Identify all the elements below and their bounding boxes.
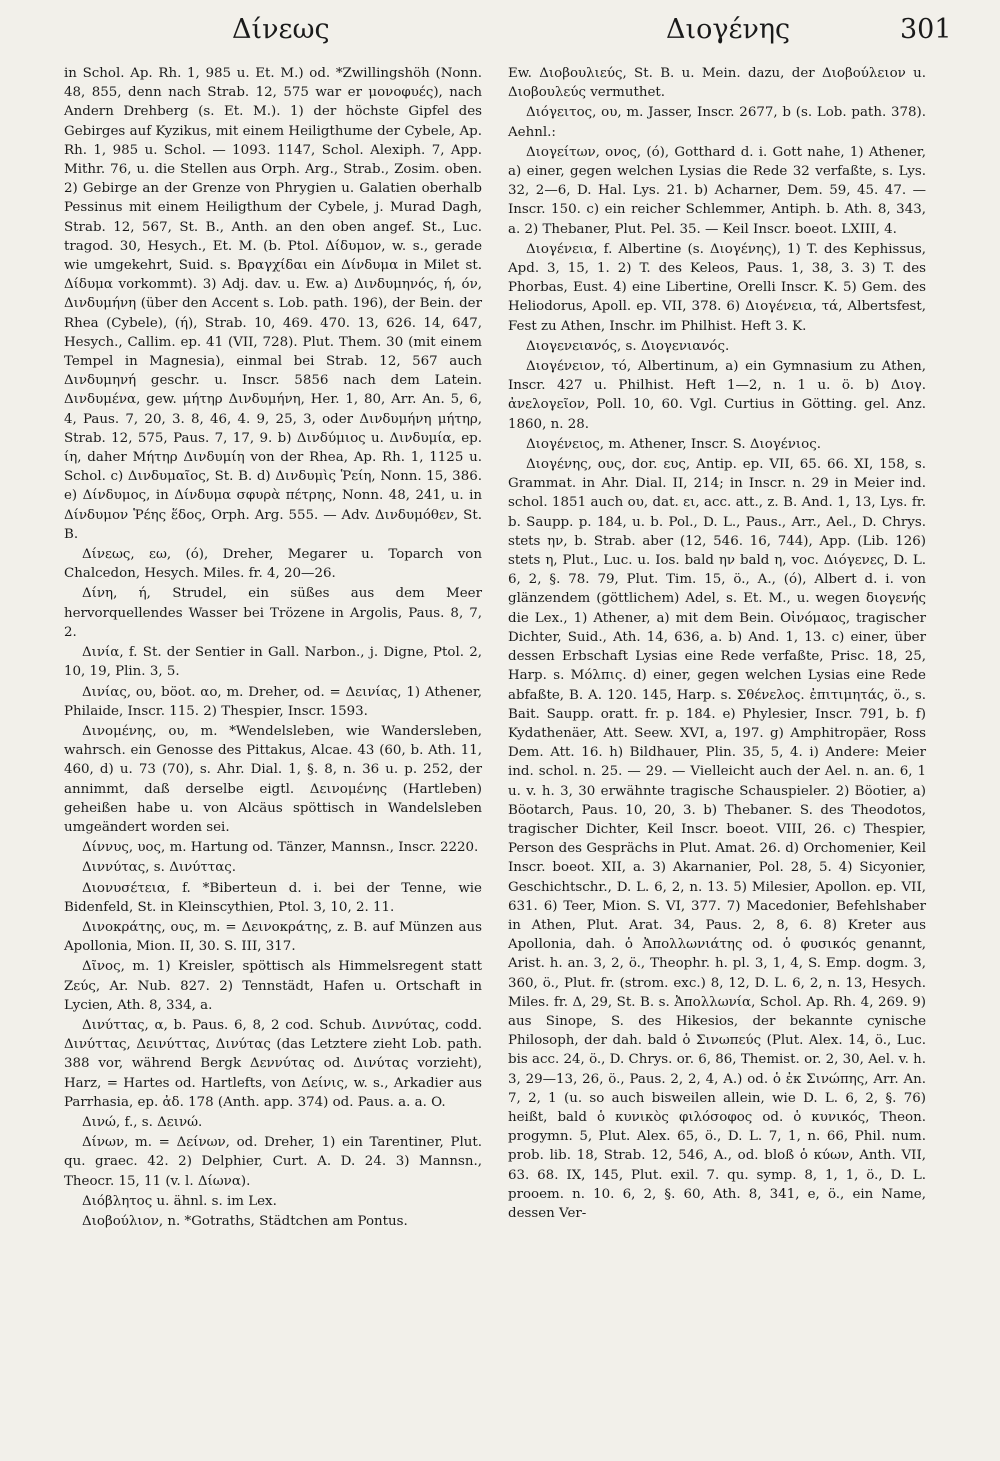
entry: Δίννυς, υος, m. Hartung od. Tänzer, Mannsn., Inscr. 2220.	[82, 840, 479, 856]
entry: Δίνεως, εω, (ό), Dreher, Megarer u. Toparch von Chalcedon, Hesych. Miles. fr. 4, 20—26.	[64, 547, 482, 582]
entry: Διογένης, ους, dor. ευς, Antip. ep. VII, 65. 66. XI, 158, s. Grammat. in Ahr. Dial. II, 214; in Inscr. n. 29 in Meier ind. schol. 1851 auch ου, dat. ει, acc. att., z. B. And. 1, 13, Lys. fr. b. Saupp. p. 184, u. b. Pol., D. L., Paus., Arr., Ael., D. Chrys. stets ην, b. Strab. aber (12, 546. 16, 744), App. (Lib. 126) stets η, Plut., Luc. u. Ios. bald ην bald η, voc. Διόγενες, D. L. 6, 2, §. 78. 79, Plut. Tim. 15, ö., A., (ό), Albert d. i. von glänzendem (göttlichem) Adel, s. Et. M., u. wegen διογενής die Lex., 1) Athener, a) mit dem Bein. Οἰνόμαος, tragischer Dichter, Suid., Ath. 14, 636, a. b) And. 1, 13. c) einer, über dessen Erbschaft Lysias eine Rede verfaßte, Prisc. 18, 25, Harp. s. Μόλπις. d) einer, gegen welchen Lysias eine Rede abfaßte, B. A. 120. 145, Harp. s. Σθένελος. ἐπιτιμητάς, ö., s. Bait. Saupp. oratt. fr. p. 184. e) Phylesier, Inscr. 791, b. f) Kydathenäer, Att. Seew. XVI, a, 197. g) Amphitropäer, Ross Dem. Att. 16. h) Bildhauer, Plin. 35, 5, 4. i) Andere: Meier ind. schol. n. 25. — 29. — Vielleicht auch der Ael. n. an. 6, 1 u. v. h. 3, 30 erwähnte tragische Schauspieler. 2) Böotier, a) Böotarch, Paus. 10, 20, 3. b) Thebaner. S. des Theodotos, tragischer Dichter, Keil Inscr. boeot. VIII, 26. c) Thespier, Person des Gesprächs in Plut. Amat. 26. d) Orchomenier, Keil Inscr. boeot. XII, a. 3) Akarnanier, Pol. 28, 5. 4) Sicyonier, Geschichtschr., D. L. 6, 2, n. 13. 5) Milesier, Apollon. ep. VII, 631. 6) Teer, Mion. S. VI, 377. 7) Macedonier, Befehlshaber in Athen, Plut. Arat. 34, Paus. 2, 8, 6. 8) Kreter aus Apollonia, dah. ὁ Ἀπολλωνιάτης od. ὁ φυσικός genannt, Arist. h. an. 3, 2, ö., Theophr. h. pl. 3, 1, 4, S. Emp. dogm. 3, 360, ö., Plut. fr. (strom. exc.) 8, 12, D. L. 6, 2, n. 13, Hesych. Miles. fr. Δ, 29, St. B. s. Ἀπολλωνία, Schol. Ap. Rh. 4, 269. 9) aus Sinope, S. des Hikesios, der bekannte cynische Philosoph, der dah. bald ὁ Σινωπεύς (Plut. Alex. 14, ö., Luc. bis acc. 24, ö., D. Chrys. or. 6, 86, Themist. or. 2, 30, Ael. v. h. 3, 29—13, 26, ö., Paus. 2, 2, 4, A.) od. ὁ ἐκ Σινώπης, Arr. An. 7, 2, 1 (u. so auch bisweilen allein, wie D. L. 6, 2, §. 76) heißt, bald ὁ κυνικὸς φιλόσοφος od. ὁ κυνικός, Theon. progymn. 5, Plut. Alex. 65, ö., D. L. 7, 1, n. 66, Phil. num. prob. lib. 18, Strab. 12, 546, A., od. bloß ὁ κύων, Anth. VII, 63. 68. IX, 145, Plut. exil. 7. qu. symp. 8, 1, 1, ö., D. L. prooem. n. 10. 6, 2, §. 60, Ath. 8, 341, e, ö., ein Name, dessen Ver-	[508, 457, 926, 1221]
running-head-left: Δίνεως	[232, 14, 330, 45]
entry: Διόβλητος u. ähnl. s. im Lex.	[82, 1193, 277, 1209]
entry: Διόγειτος, ου, m. Jasser, Inscr. 2677, b (s. Lob. path. 378). Aehnl.:	[508, 105, 926, 140]
entry: Ew. Διοβουλιεύς, St. B. u. Mein. dazu, der Διοβούλειον u. Διοβουλεύς vermuthet.	[508, 66, 926, 101]
entry: Διογένεια, f. Albertine (s. Διογένης), 1) T. des Kephissus, Apd. 3, 15, 1. 2) T. des Keleos, Paus. 1, 38, 3. 3) T. des Phorbas, Eust. 4) eine Libertine, Orelli Inscr. K. 5) Gem. des Heliodorus, Apoll. ep. VII, 378. 6) Διογένεια, τά, Albertsfest, Fest zu Athen, Inschr. im Philhist. Heft 3. K.	[508, 241, 926, 334]
entry: Δινία, f. St. der Sentier in Gall. Narbon., j. Digne, Ptol. 2, 10, 19, Plin. 3, 5.	[64, 645, 482, 680]
entry: Διοβούλιον, n. *Gotraths, Städtchen am Pontus.	[82, 1213, 408, 1229]
page-number: 301	[900, 14, 952, 45]
entry: Δινίας, ου, böot. αο, m. Dreher, od. = Δεινίας, 1) Athener, Philaide, Inscr. 115. 2) Thespier, Inscr. 1593.	[64, 684, 482, 719]
entry: Δινοκράτης, ους, m. = Δεινοκράτης, z. B. auf Münzen aus Apollonia, Mion. II, 30. S. III, 317.	[64, 919, 482, 955]
entry: Δῖνος, m. 1) Kreisler, spöttisch als Himmelsregent statt Ζεύς, Ar. Nub. 827. 2) Tennstädt, Hafen u. Ortschaft in Lycien, Ath. 8, 334, a.	[64, 959, 482, 1013]
entry: Διογένειος, m. Athener, Inscr. S. Διογένιος.	[526, 436, 821, 452]
entry: in Schol. Ap. Rh. 1, 985 u. Et. M.) od. *Zwillingshöh (Nonn. 48, 855, denn nach Strab. 12, 575 war er μονοφυές), nach Andern Drehberg (s. Et. M.). 1) der höchste Gipfel des Gebirges auf Kyzikus, mit einem Heiligthume der Cybele, Ap. Rh. 1, 985 u. Schol. — 1093. 1147, Schol. Alexiph. 7, App. Mithr. 76, u. die Stellen aus Orph. Arg., Strab., Zosim. oben. 2) Gebirge an der Grenze von Phrygien u. Galatien oberhalb Pessinus mit einem Heiligthum der Cybele, j. Murad Dagh, Strab. 12, 567, St. B., Anth. an den oben angef. St., Luc. tragod. 30, Hesych., Et. M. (b. Ptol. Δίδυμον, w. s., gerade wie umgekehrt, Suid. s. Βραγχίδαι ein Δίνδυμα in Milet st. Δίδυμα vorkommt). 3) Adj. dav. u. Ew. a) Δινδυμηνός, ή, όν, Δινδυμήνη (über den Accent s. Lob. path. 196), der Bein. der Rhea (Cybele), (ή), Strab. 10, 469. 470. 13, 626. 14, 647, Hesych., Callim. ep. 41 (VII, 728). Plut. Them. 30 (mit einem Tempel in Magnesia), einmal bei Strab. 12, 567 auch Δινδυμηνή geschr. u. Inscr. 5856 nach dem Latein. Δινδυμένα, gew. μήτηρ Δινδυμήνη, Her. 1, 80, Arr. An. 5, 6, 4, Paus. 7, 20, 3. 8, 46, 4. 9, 25, 3, oder Δινδυμήνη μήτηρ, Strab. 12, 575, Paus. 7, 17, 9. b) Δινδύμιος u. Δινδυμία, ep. ίη, daher Μήτηρ Δινδυμίη von der Rhea, Ap. Rh. 1, 1125 u. Schol. c) Δινδυμαῖος, St. B. d) Δινδυμὶς Ῥείη, Nonn. 15, 386. e) Δίνδυμος, in Δίνδυμα σφυρὰ πέτρης, Nonn. 48, 241, u. in Δίνδυμον Ῥέης ἕδος, Orph. Arg. 555. — Adv. Δινδυμόθεν, St. B.	[64, 66, 482, 542]
entry: Διονυσέτεια, f. *Biberteun d. i. bei der Tenne, wie Bidenfeld, St. in Kleinscythien, Ptol. 3, 10, 2. 11.	[64, 880, 482, 915]
entry: Διννύτας, s. Δινύττας.	[82, 860, 237, 876]
running-head-right: Διογένης	[666, 14, 791, 45]
entry: Διογενειανός, s. Διογενιανός.	[526, 338, 730, 354]
entry: Δίνων, m. = Δείνων, od. Dreher, 1) ein Tarentiner, Plut. qu. graec. 42. 2) Delphier, Curt. A. D. 24. 3) Mannsn., Theocr. 15, 11 (v. l. Δίωνα).	[64, 1135, 482, 1189]
right-column	[508, 64, 926, 1224]
entry: Δινομένης, ου, m. *Wendelsleben, wie Wandersleben, wahrsch. ein Genosse des Pittakus, Alcae. 43 (60, b. Ath. 11, 460, d) u. 73 (70), s. Ahr. Dial. 1, §. 8, n. 36 u. p. 252, der annimmt, daß derselbe eigtl. Δεινομένης (Hartleben) geheißen habe u. von Alcäus spöttisch in Wandelsleben umgeändert worden sei.	[64, 723, 482, 835]
entry: Δινώ, f., s. Δεινώ.	[82, 1114, 203, 1130]
entry: Δινύττας, α, b. Paus. 6, 8, 2 cod. Schub. Διννύτας, codd. Δινύττας, Δεινύττας, Δινύτας (das Letztere zieht Lob. path. 388 vor, während Bergk Δεννύτας od. Δινύτας vorzieht), Harz, = Hartes od. Hartlefts, von Δείνις, w. s., Arkadier aus Parrhasia, ep. ἀδ. 178 (Anth. app. 374) od. Paus. a. a. O.	[64, 1017, 482, 1110]
entry: Δίνη, ή, Strudel, ein süßes aus dem Meer hervorquellendes Wasser bei Trözene in Argolis, Paus. 8, 7, 2.	[64, 586, 482, 640]
left-column	[64, 64, 482, 1232]
entry: Διογείτων, ονος, (ό), Gotthard d. i. Gott nahe, 1) Athener, a) einer, gegen welchen Lysias die Rede 32 verfaßte, s. Lys. 32, 2—6, D. Hal. Lys. 21. b) Acharner, Dem. 59, 45. 47. — Inscr. 150. c) ein reicher Schlemmer, Antiph. b. Ath. 8, 343, a. 2) Thebaner, Plut. Pel. 35. — Keil Inscr. boeot. LXIII, 4.	[508, 144, 926, 237]
entry: Διογένειον, τό, Albertinum, a) ein Gymnasium zu Athen, Inscr. 427 u. Philhist. Heft 1—2, n. 1 u. ö. b) Διογ. ἀνελογεῖον, Poll. 10, 60. Vgl. Curtius in Götting. gel. Anz. 1860, n. 28.	[508, 359, 926, 432]
